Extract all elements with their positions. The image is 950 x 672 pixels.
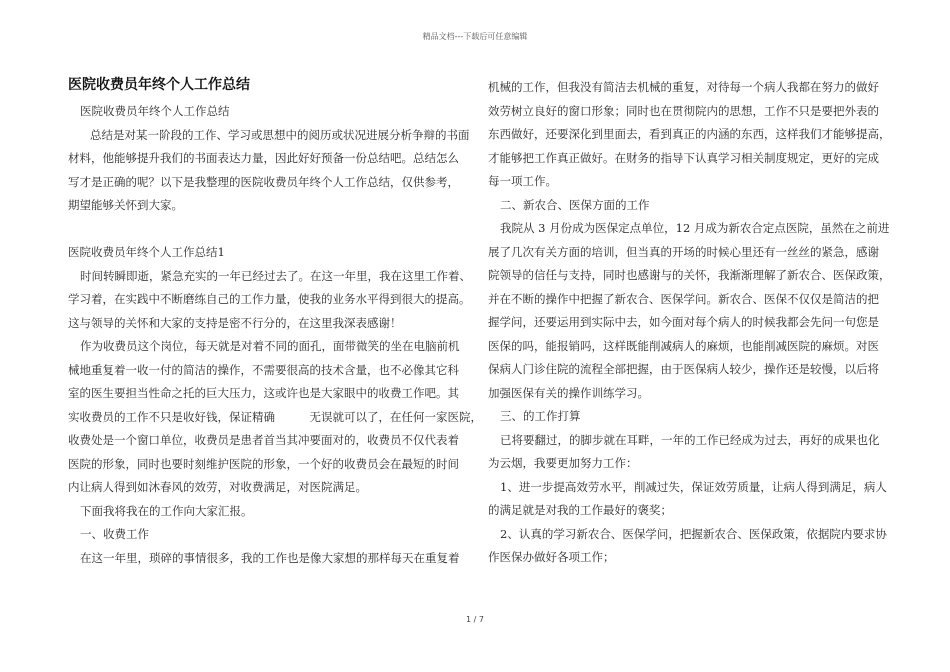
page-header-note: 精品文档---下载后可任意编辑 <box>422 32 528 41</box>
text-line: 医院收费员年终个人工作总结1 <box>68 245 225 259</box>
text-line: 展了几次有关方面的培训，但当真的开场的时候心里还有一丝丝的紧急，感谢 <box>488 244 879 259</box>
text-line: 加强医保有关的操作训练学习。 <box>488 385 649 400</box>
text-line: 材料，他能够提升我们的书面表达力量，因此好好预备一份总结吧。总结怎么 <box>68 151 459 165</box>
left-column <box>68 74 482 570</box>
text-line: 我院从 3 月份成为医保定点单位，12 月成为新农合定点医院，虽然在之前进 <box>500 221 890 235</box>
text-line: 才能够把工作真正做好。在财务的指导下认真学习相关制度规定，更好的完成 <box>488 150 879 165</box>
text-line: 并在不断的操作中把握了新农合、医保学问。新农合、医保不仅仅是简洁的把 <box>488 291 879 306</box>
text-line: 总结是对某一阶段的工作、学习或思想中的阅历或状况进展分析争辩的书面 <box>90 127 470 142</box>
text-line: 收费处是一个窗口单位，收费员是患者首当其冲要面对的，收费员不仅代表着 <box>68 433 459 447</box>
text-line: 下面我将我在的工作向大家汇报。 <box>80 503 253 518</box>
text-line: 学习着，在实践中不断磨练自己的工作力量，使我的业务水平得到很大的提高。 <box>68 292 471 306</box>
text-line: 一、收费工作 <box>80 527 149 541</box>
document-title: 医院收费员年终个人工作总结 <box>68 77 250 93</box>
text-line: 三、的工作打算 <box>500 409 581 423</box>
left-column-body <box>68 100 482 570</box>
text-line: 械地重复着一收一付的简洁的操作，不需要很高的技术含量，也不必像其它科 <box>68 362 459 377</box>
text-line: 作医保办做好各项工作； <box>488 550 615 564</box>
text-line: 每一项工作。 <box>488 174 557 188</box>
text-line: 握学问，还要运用到实际中去，如今面对每个病人的时候我都会先问一句您是 <box>488 315 879 329</box>
text-line: 医院的形象，同时也要时刻维护医院的形象，一个好的收费员会在最短的时间 <box>68 456 459 471</box>
right-column-body <box>488 76 891 570</box>
text-line: 实收费员的工作不只是收好钱，保证精确 无误就可以了，在任何一家医院， <box>68 409 482 424</box>
text-line: 医院收费员年终个人工作总结 <box>80 104 230 118</box>
text-line: 院领导的信任与支持，同时也感谢与的关怀，我渐渐理解了新农合、医保政策， <box>488 268 891 282</box>
text-line: 为云烟，我要更加努力工作： <box>488 456 638 470</box>
text-line: 1、进一步提高效劳水平，削减过失，保证效劳质量，让病人得到满足，病人 <box>500 479 887 494</box>
text-line: 机械的工作，但我没有简洁去机械的重复，对待每一个病人我都在努力的做好 <box>488 80 879 94</box>
text-line: 内让病人得到如沐春风的效劳，对收费满足，对医院满足。 <box>68 480 367 494</box>
text-line: 效劳树立良好的窗口形象；同时也在贯彻院内的思想，工作不只是要把外表的 <box>488 103 879 118</box>
text-line: 这与领导的关怀和大家的支持是密不行分的，在这里我深表感谢！ <box>68 315 402 330</box>
text-line: 二、新农合、医保方面的工作 <box>500 197 650 212</box>
text-line <box>68 218 454 242</box>
text-line: 的满足就是对我的工作最好的褒奖； <box>488 503 672 517</box>
text-line: 2、认真的学习新农合、医保学问，把握新农合、医保政策，依据院内要求协 <box>500 526 887 541</box>
text-line: 东西做好，还要深化到里面去，看到真正的内涵的东西，这样我们才能够提高， <box>488 127 891 141</box>
text-line: 作为收费员这个岗位，每天就是对着不同的面孔，面带微笑的坐在电脑前机 <box>80 339 460 353</box>
text-line: 写才是正确的呢？以下是我整理的医院收费员年终个人工作总结，仅供参考， <box>68 174 459 189</box>
text-line: 时间转瞬即逝，紧急充实的一年已经过去了。在这一年里，我在这里工作着、 <box>80 268 471 283</box>
text-line: 室的医生要担当性命之托的巨大压力，这或许也是大家眼中的收费工作吧。其 <box>68 386 459 400</box>
text-line: 已将要翻过，的脚步就在耳畔，一年的工作已经成为过去，再好的成果也化 <box>500 432 880 447</box>
text-line: 期望能够关怀到大家。 <box>68 198 183 212</box>
right-column <box>488 76 891 570</box>
text-line: 医保的吗，能报销吗，这样既能削减病人的麻烦，也能削减医院的麻烦。对医 <box>488 338 879 353</box>
text-line: 保病人门诊住院的流程全部把握，由于医保病人较少，操作还是较慢，以后将 <box>488 362 879 376</box>
page-number: 1 / 7 <box>466 615 484 624</box>
text-line: 在这一年里，琐碎的事情很多，我的工作也是像大家想的那样每天在重复着 <box>80 550 460 565</box>
